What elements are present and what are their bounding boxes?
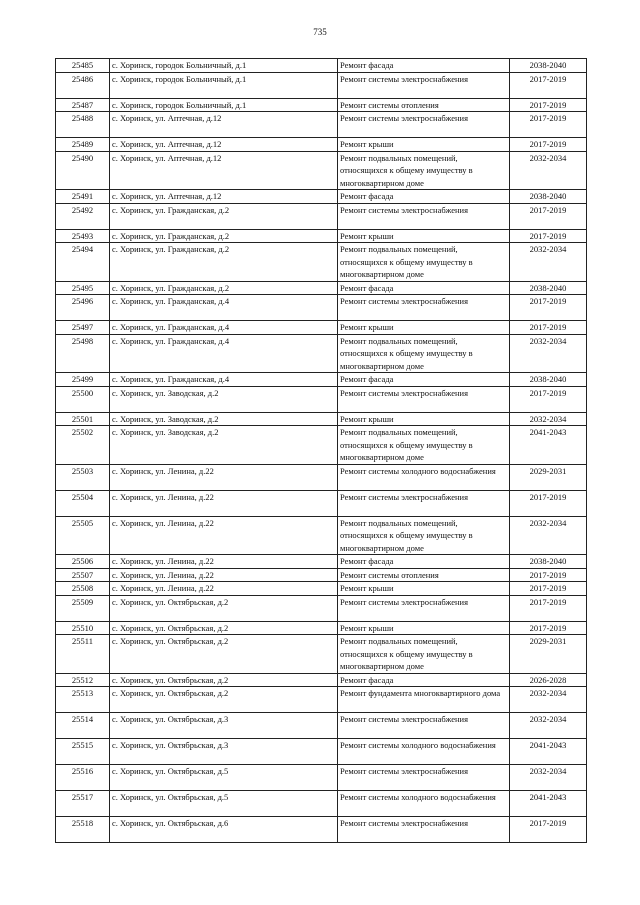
table-row	[56, 673, 587, 687]
row-number-cell: 25492	[56, 203, 110, 229]
address-cell: с. Хоринск, ул. Октябрьская, д.2	[110, 673, 338, 687]
table-row	[56, 568, 587, 582]
table-row	[56, 373, 587, 387]
work-type-cell: Ремонт системы электроснабжения	[338, 112, 510, 138]
period-cell: 2017-2019	[510, 295, 587, 321]
table-row	[56, 72, 587, 98]
period-cell: 2017-2019	[510, 621, 587, 635]
work-type-cell: Ремонт крыши	[338, 321, 510, 335]
row-number-cell: 25517	[56, 791, 110, 817]
period-cell: 2041-2043	[510, 791, 587, 817]
table-row	[56, 281, 587, 295]
row-number-cell: 25498	[56, 334, 110, 373]
work-type-cell: Ремонт системы электроснабжения	[338, 203, 510, 229]
period-cell: 2032-2034	[510, 516, 587, 555]
row-number-cell: 25510	[56, 621, 110, 635]
work-type-cell: Ремонт подвальных помещений, относящихся к общему имуществу в многоквартирном доме	[338, 151, 510, 190]
period-cell: 2038-2040	[510, 373, 587, 387]
address-cell: с. Хоринск, ул. Гражданская, д.4	[110, 321, 338, 335]
address-cell: с. Хоринск, городок Больничный, д.1	[110, 59, 338, 73]
row-number-cell: 25486	[56, 72, 110, 98]
period-cell: 2017-2019	[510, 138, 587, 152]
row-number-cell: 25518	[56, 817, 110, 843]
period-cell: 2032-2034	[510, 334, 587, 373]
period-cell: 2032-2034	[510, 151, 587, 190]
table-body	[56, 59, 587, 843]
table-row	[56, 713, 587, 739]
address-cell: с. Хоринск, ул. Октябрьская, д.3	[110, 713, 338, 739]
work-type-cell: Ремонт подвальных помещений, относящихся к общему имуществу в многоквартирном доме	[338, 635, 510, 674]
period-cell: 2032-2034	[510, 765, 587, 791]
address-cell: с. Хоринск, ул. Гражданская, д.2	[110, 203, 338, 229]
table-row	[56, 765, 587, 791]
table-row	[56, 791, 587, 817]
period-cell: 2029-2031	[510, 464, 587, 490]
address-cell: с. Хоринск, городок Больничный, д.1	[110, 98, 338, 112]
table-row	[56, 412, 587, 426]
work-type-cell: Ремонт крыши	[338, 621, 510, 635]
work-type-cell: Ремонт фасада	[338, 555, 510, 569]
work-type-cell: Ремонт системы электроснабжения	[338, 765, 510, 791]
work-type-cell: Ремонт крыши	[338, 412, 510, 426]
row-number-cell: 25505	[56, 516, 110, 555]
address-cell: с. Хоринск, ул. Аптечная, д.12	[110, 112, 338, 138]
table-row	[56, 621, 587, 635]
period-cell: 2038-2040	[510, 190, 587, 204]
address-cell: с. Хоринск, ул. Заводская, д.2	[110, 386, 338, 412]
row-number-cell: 25489	[56, 138, 110, 152]
address-cell: с. Хоринск, ул. Октябрьская, д.5	[110, 791, 338, 817]
table-row	[56, 426, 587, 465]
table-row	[56, 112, 587, 138]
address-cell: с. Хоринск, ул. Аптечная, д.12	[110, 151, 338, 190]
row-number-cell: 25485	[56, 59, 110, 73]
row-number-cell: 25508	[56, 582, 110, 596]
table-row	[56, 98, 587, 112]
period-cell: 2032-2034	[510, 243, 587, 282]
work-type-cell: Ремонт крыши	[338, 138, 510, 152]
table-row	[56, 190, 587, 204]
table-row	[56, 203, 587, 229]
period-cell: 2017-2019	[510, 203, 587, 229]
address-cell: с. Хоринск, ул. Гражданская, д.2	[110, 281, 338, 295]
row-number-cell: 25493	[56, 229, 110, 243]
table-row	[56, 516, 587, 555]
row-number-cell: 25512	[56, 673, 110, 687]
address-cell: с. Хоринск, ул. Октябрьская, д.5	[110, 765, 338, 791]
work-type-cell: Ремонт системы электроснабжения	[338, 72, 510, 98]
row-number-cell: 25497	[56, 321, 110, 335]
work-type-cell: Ремонт системы электроснабжения	[338, 595, 510, 621]
address-cell: с. Хоринск, ул. Октябрьская, д.2	[110, 687, 338, 713]
table-row	[56, 229, 587, 243]
table-row	[56, 243, 587, 282]
table-row	[56, 464, 587, 490]
address-cell: с. Хоринск, ул. Октябрьская, д.6	[110, 817, 338, 843]
row-number-cell: 25496	[56, 295, 110, 321]
period-cell: 2029-2031	[510, 635, 587, 674]
work-type-cell: Ремонт подвальных помещений, относящихся к общему имуществу в многоквартирном доме	[338, 426, 510, 465]
row-number-cell: 25499	[56, 373, 110, 387]
address-cell: с. Хоринск, ул. Аптечная, д.12	[110, 138, 338, 152]
address-cell: с. Хоринск, ул. Ленина, д.22	[110, 582, 338, 596]
period-cell: 2032-2034	[510, 412, 587, 426]
period-cell: 2017-2019	[510, 490, 587, 516]
repair-schedule-table	[55, 58, 587, 843]
address-cell: с. Хоринск, ул. Ленина, д.22	[110, 568, 338, 582]
address-cell: с. Хоринск, ул. Ленина, д.22	[110, 516, 338, 555]
address-cell: с. Хоринск, ул. Гражданская, д.2	[110, 243, 338, 282]
table-row	[56, 334, 587, 373]
work-type-cell: Ремонт фасада	[338, 673, 510, 687]
address-cell: с. Хоринск, ул. Ленина, д.22	[110, 490, 338, 516]
address-cell: с. Хоринск, ул. Гражданская, д.4	[110, 334, 338, 373]
address-cell: с. Хоринск, ул. Октябрьская, д.2	[110, 621, 338, 635]
address-cell: с. Хоринск, ул. Гражданская, д.4	[110, 295, 338, 321]
period-cell: 2041-2043	[510, 739, 587, 765]
row-number-cell: 25494	[56, 243, 110, 282]
row-number-cell: 25513	[56, 687, 110, 713]
table-row	[56, 555, 587, 569]
work-type-cell: Ремонт крыши	[338, 229, 510, 243]
period-cell: 2017-2019	[510, 72, 587, 98]
table-row	[56, 635, 587, 674]
work-type-cell: Ремонт системы холодного водоснабжения	[338, 739, 510, 765]
address-cell: с. Хоринск, ул. Гражданская, д.2	[110, 229, 338, 243]
address-cell: с. Хоринск, ул. Заводская, д.2	[110, 426, 338, 465]
address-cell: с. Хоринск, ул. Октябрьская, д.2	[110, 595, 338, 621]
period-cell: 2017-2019	[510, 568, 587, 582]
work-type-cell: Ремонт системы электроснабжения	[338, 713, 510, 739]
period-cell: 2017-2019	[510, 595, 587, 621]
period-cell: 2032-2034	[510, 713, 587, 739]
work-type-cell: Ремонт подвальных помещений, относящихся к общему имуществу в многоквартирном доме	[338, 243, 510, 282]
work-type-cell: Ремонт крыши	[338, 582, 510, 596]
work-type-cell: Ремонт системы электроснабжения	[338, 490, 510, 516]
table-row	[56, 59, 587, 73]
work-type-cell: Ремонт подвальных помещений, относящихся к общему имуществу в многоквартирном доме	[338, 334, 510, 373]
row-number-cell: 25500	[56, 386, 110, 412]
address-cell: с. Хоринск, ул. Ленина, д.22	[110, 464, 338, 490]
work-type-cell: Ремонт фасада	[338, 59, 510, 73]
work-type-cell: Ремонт системы холодного водоснабжения	[338, 791, 510, 817]
work-type-cell: Ремонт системы электроснабжения	[338, 817, 510, 843]
period-cell: 2017-2019	[510, 229, 587, 243]
period-cell: 2041-2043	[510, 426, 587, 465]
row-number-cell: 25515	[56, 739, 110, 765]
period-cell: 2038-2040	[510, 555, 587, 569]
row-number-cell: 25511	[56, 635, 110, 674]
table-row	[56, 138, 587, 152]
table-row	[56, 595, 587, 621]
table-row	[56, 386, 587, 412]
page-number: 735	[313, 27, 327, 37]
address-cell: с. Хоринск, ул. Аптечная, д.12	[110, 190, 338, 204]
period-cell: 2032-2034	[510, 687, 587, 713]
work-type-cell: Ремонт системы отопления	[338, 98, 510, 112]
row-number-cell: 25501	[56, 412, 110, 426]
address-cell: с. Хоринск, ул. Ленина, д.22	[110, 555, 338, 569]
period-cell: 2017-2019	[510, 582, 587, 596]
row-number-cell: 25509	[56, 595, 110, 621]
work-type-cell: Ремонт системы электроснабжения	[338, 295, 510, 321]
row-number-cell: 25490	[56, 151, 110, 190]
table-row	[56, 321, 587, 335]
period-cell: 2026-2028	[510, 673, 587, 687]
table-row	[56, 295, 587, 321]
row-number-cell: 25507	[56, 568, 110, 582]
row-number-cell: 25516	[56, 765, 110, 791]
work-type-cell: Ремонт фундамента многоквартирного дома	[338, 687, 510, 713]
period-cell: 2038-2040	[510, 281, 587, 295]
table-row	[56, 490, 587, 516]
address-cell: с. Хоринск, ул. Октябрьская, д.3	[110, 739, 338, 765]
work-type-cell: Ремонт подвальных помещений, относящихся к общему имуществу в многоквартирном доме	[338, 516, 510, 555]
table-row	[56, 687, 587, 713]
row-number-cell: 25504	[56, 490, 110, 516]
period-cell: 2038-2040	[510, 59, 587, 73]
address-cell: с. Хоринск, ул. Заводская, д.2	[110, 412, 338, 426]
period-cell: 2017-2019	[510, 98, 587, 112]
row-number-cell: 25487	[56, 98, 110, 112]
work-type-cell: Ремонт системы отопления	[338, 568, 510, 582]
row-number-cell: 25488	[56, 112, 110, 138]
row-number-cell: 25506	[56, 555, 110, 569]
period-cell: 2017-2019	[510, 817, 587, 843]
table-row	[56, 582, 587, 596]
work-type-cell: Ремонт фасада	[338, 281, 510, 295]
period-cell: 2017-2019	[510, 112, 587, 138]
period-cell: 2017-2019	[510, 386, 587, 412]
period-cell: 2017-2019	[510, 321, 587, 335]
table-row	[56, 739, 587, 765]
row-number-cell: 25491	[56, 190, 110, 204]
row-number-cell: 25503	[56, 464, 110, 490]
table-row	[56, 151, 587, 190]
address-cell: с. Хоринск, ул. Октябрьская, д.2	[110, 635, 338, 674]
address-cell: с. Хоринск, городок Больничный, д.1	[110, 72, 338, 98]
row-number-cell: 25514	[56, 713, 110, 739]
work-type-cell: Ремонт системы электроснабжения	[338, 386, 510, 412]
work-type-cell: Ремонт системы холодного водоснабжения	[338, 464, 510, 490]
row-number-cell: 25502	[56, 426, 110, 465]
row-number-cell: 25495	[56, 281, 110, 295]
table-row	[56, 817, 587, 843]
work-type-cell: Ремонт фасада	[338, 190, 510, 204]
work-type-cell: Ремонт фасада	[338, 373, 510, 387]
address-cell: с. Хоринск, ул. Гражданская, д.4	[110, 373, 338, 387]
